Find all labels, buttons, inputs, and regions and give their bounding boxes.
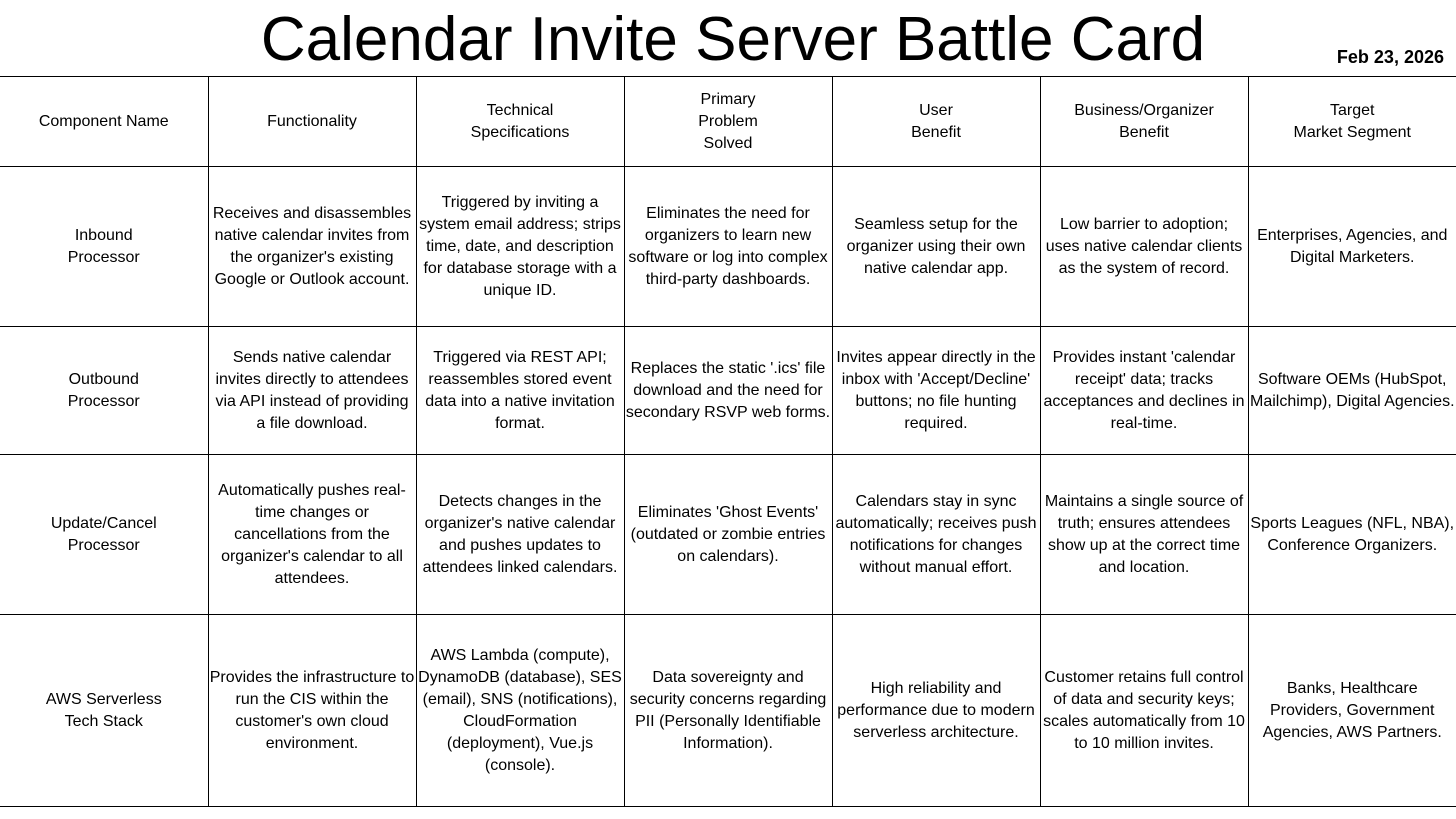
table-cell: Banks, Healthcare Providers, Government Agencies, AWS Partners. [1248, 615, 1456, 807]
table-cell: AWS Lambda (compute), DynamoDB (database), SES (email), SNS (notifications), CloudFormation (deployment), Vue.js (console). [416, 615, 624, 807]
table-cell: Eliminates 'Ghost Events' (outdated or zombie entries on calendars). [624, 455, 832, 615]
column-header-technical-specifications: Technical Specifications [416, 77, 624, 167]
column-header-target-market-segment: Target Market Segment [1248, 77, 1456, 167]
table-cell: Enterprises, Agencies, and Digital Marketers. [1248, 167, 1456, 327]
table-cell: High reliability and performance due to modern serverless architecture. [832, 615, 1040, 807]
table-cell: Sports Leagues (NFL, NBA), Conference Organizers. [1248, 455, 1456, 615]
table-row [0, 615, 1456, 807]
table-cell: Seamless setup for the organizer using their own native calendar app. [832, 167, 1040, 327]
table-cell: Provides instant 'calendar receipt' data; tracks acceptances and declines in real-time. [1040, 327, 1248, 455]
table-cell: Software OEMs (HubSpot, Mailchimp), Digital Agencies. [1248, 327, 1456, 455]
table-cell: Detects changes in the organizer's native calendar and pushes updates to attendees linked calendars. [416, 455, 624, 615]
battle-card-table [0, 76, 1456, 807]
column-header-user-benefit: User Benefit [832, 77, 1040, 167]
table-cell: Triggered by inviting a system email address; strips time, date, and description for database storage with a unique ID. [416, 167, 624, 327]
table-cell: Triggered via REST API; reassembles stored event data into a native invitation format. [416, 327, 624, 455]
table-cell: Customer retains full control of data and security keys; scales automatically from 10 to 10 million invites. [1040, 615, 1248, 807]
column-header-primary-problem-solved: Primary Problem Solved [624, 77, 832, 167]
table-cell: Provides the infrastructure to run the CIS within the customer's own cloud environment. [208, 615, 416, 807]
table-row [0, 167, 1456, 327]
table-header-row [0, 77, 1456, 167]
table-row [0, 327, 1456, 455]
table-cell: Update/Cancel Processor [0, 455, 208, 615]
table-cell: Inbound Processor [0, 167, 208, 327]
table-cell: Automatically pushes real-time changes or cancellations from the organizer's calendar to all attendees. [208, 455, 416, 615]
table-cell: Low barrier to adoption; uses native calendar clients as the system of record. [1040, 167, 1248, 327]
table-cell: Data sovereignty and security concerns regarding PII (Personally Identifiable Information). [624, 615, 832, 807]
table-cell: AWS Serverless Tech Stack [0, 615, 208, 807]
table-cell: Calendars stay in sync automatically; receives push notifications for changes without manual effort. [832, 455, 1040, 615]
document-date: Feb 23, 2026 [1336, 47, 1444, 67]
table-cell: Maintains a single source of truth; ensures attendees show up at the correct time and location. [1040, 455, 1248, 615]
table-cell: Eliminates the need for organizers to learn new software or log into complex third-party dashboards. [624, 167, 832, 327]
table-cell: Replaces the static '.ics' file download and the need for secondary RSVP web forms. [624, 327, 832, 455]
table-cell: Outbound Processor [0, 327, 208, 455]
table-row [0, 455, 1456, 615]
table-cell: Receives and disassembles native calendar invites from the organizer's existing Google or Outlook account. [208, 167, 416, 327]
table-cell: Sends native calendar invites directly to attendees via API instead of providing a file download. [208, 327, 416, 455]
column-header-component-name: Component Name [0, 77, 208, 167]
page-title: Calendar Invite Server Battle Card [260, 5, 1206, 74]
column-header-business-organizer-benefit: Business/Organizer Benefit [1040, 77, 1248, 167]
column-header-functionality: Functionality [208, 77, 416, 167]
table-cell: Invites appear directly in the inbox with 'Accept/Decline' buttons; no file hunting required. [832, 327, 1040, 455]
